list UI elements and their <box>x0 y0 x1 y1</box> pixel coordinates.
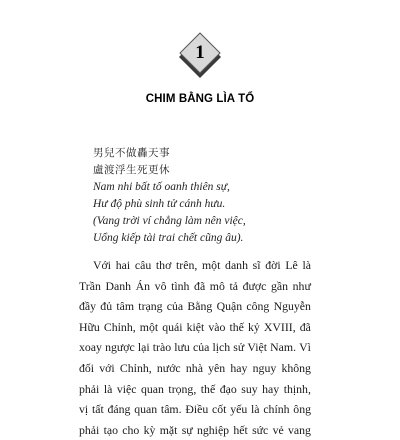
body-word: đã <box>194 278 206 293</box>
body-word: Hữu <box>79 319 100 334</box>
body-word: câu <box>134 258 152 272</box>
body-word: nguy <box>252 360 277 375</box>
body-word: sức <box>252 422 269 437</box>
body-word: đời <box>265 258 281 272</box>
chapter-badge <box>177 32 223 78</box>
body-word: hai <box>115 258 131 272</box>
body-word: hết <box>233 422 248 437</box>
epigraph-romanized-line: Nam nhi bất tố oanh thiên sự, <box>93 181 230 193</box>
epigraph-translation-line: (Vang trời ví chẳng làm nên việc, <box>93 215 246 227</box>
body-word: yếu <box>230 402 248 417</box>
body-word: quan <box>134 402 158 417</box>
body-line <box>79 276 311 297</box>
body-word: Lê <box>285 258 298 272</box>
body-word: không <box>281 360 311 375</box>
body-paragraph <box>79 255 311 440</box>
body-word: tình <box>171 278 190 293</box>
body-word: quan <box>140 381 164 396</box>
body-word: phải <box>79 381 100 396</box>
body-word: đầy <box>79 299 97 314</box>
body-line <box>79 379 311 400</box>
body-word: yên <box>208 360 226 375</box>
body-word: đủ <box>100 299 113 314</box>
body-word: quái <box>162 319 183 334</box>
body-word: mô <box>209 278 225 293</box>
body-word: Trần <box>79 278 101 293</box>
body-word: cho <box>122 422 140 437</box>
body-word: ngược <box>105 340 135 355</box>
body-word: tạo <box>103 422 119 437</box>
body-word: Nguyễn <box>273 299 311 314</box>
body-word: XVIII, <box>263 319 296 334</box>
body-word: sự <box>181 422 193 437</box>
body-word: Việt <box>247 340 268 355</box>
body-word: đạo <box>219 381 237 396</box>
epigraph-hanzi-line: 盧渡浮生死更休 <box>93 164 170 176</box>
body-word: kiệt <box>186 319 205 334</box>
body-word: lưu <box>174 340 190 355</box>
body-word: lại <box>137 340 150 355</box>
chapter-number: 1 <box>195 42 205 63</box>
body-line <box>79 337 311 358</box>
body-word: Án <box>135 278 151 293</box>
body-word: mặt <box>159 422 178 437</box>
body-word: thơ <box>155 258 172 272</box>
body-line <box>79 420 311 440</box>
body-word: Quận <box>216 299 243 314</box>
body-word: đã <box>299 319 311 334</box>
body-word: hay <box>230 360 248 375</box>
body-word: tâm. <box>160 402 182 417</box>
body-word: vô <box>154 278 167 293</box>
body-word: suy <box>241 381 258 396</box>
body-line <box>79 358 311 379</box>
body-word: Chỉnh, <box>103 319 136 334</box>
body-word: nghiệp <box>196 422 230 437</box>
epigraph-hanzi-line: 男兒不做轟天事 <box>93 147 170 159</box>
epigraph-romanized-line: Hư độ phù sinh tử cánh hưu. <box>93 198 226 210</box>
body-word: Nam. <box>270 340 297 355</box>
body-word: thế <box>200 381 216 396</box>
body-line <box>79 296 311 317</box>
body-word: vào <box>208 319 226 334</box>
body-word: một <box>202 258 221 272</box>
body-word: thịnh, <box>283 381 311 396</box>
body-word: Danh <box>105 278 132 293</box>
body-word: xoay <box>79 340 102 355</box>
body-word: với <box>99 360 115 375</box>
body-word: phải <box>79 422 100 437</box>
body-word: hay <box>262 381 280 396</box>
body-word: nhà <box>185 360 203 375</box>
body-word: Vì <box>299 340 311 355</box>
body-word: Chỉnh, <box>119 360 152 375</box>
body-word: danh <box>225 258 248 272</box>
chapter-title: CHIM BẰNG LÌA TỔ <box>145 93 255 105</box>
body-word: việc <box>116 381 137 396</box>
body-word: tất <box>91 402 104 417</box>
body-line <box>93 255 311 276</box>
body-word: vị <box>79 402 89 417</box>
body-word: công <box>246 299 270 314</box>
body-word: cốt <box>212 402 227 417</box>
body-word: tả <box>229 278 238 293</box>
body-word: là <box>251 402 260 417</box>
body-word: sử <box>233 340 245 355</box>
body-word: nước <box>156 360 181 375</box>
body-word: đối <box>79 360 95 375</box>
body-word: Với <box>93 258 112 272</box>
body-word: ông <box>293 402 311 417</box>
body-word: Điều <box>185 402 209 417</box>
body-line <box>79 399 311 420</box>
body-word: đáng <box>107 402 131 417</box>
body-word: vang <box>288 422 311 437</box>
body-word: thế <box>229 319 244 334</box>
body-line <box>79 317 311 338</box>
body-word: kỷ <box>248 319 260 334</box>
body-word: trên, <box>176 258 198 272</box>
body-word: của <box>166 299 184 314</box>
body-word: chính <box>263 402 290 417</box>
body-word: Bằng <box>187 299 213 314</box>
body-word: một <box>139 319 159 334</box>
body-word: như <box>292 278 311 293</box>
body-word: lịch <box>212 340 231 355</box>
epigraph-translation-line: Uổng kiếp tài trai chết cũng âu). <box>93 232 244 244</box>
body-word: gần <box>271 278 289 293</box>
body-word: của <box>192 340 210 355</box>
epigraph <box>93 145 353 247</box>
body-word: kỳ <box>143 422 156 437</box>
body-word: trạng <box>138 299 163 314</box>
body-word: sĩ <box>252 258 261 272</box>
body-word: trào <box>152 340 172 355</box>
body-word: được <box>242 278 267 293</box>
body-word: tâm <box>116 299 135 314</box>
body-word: là <box>302 258 311 272</box>
body-word: trọng, <box>168 381 197 396</box>
body-word: vẻ <box>272 422 284 437</box>
body-word: là <box>103 381 113 396</box>
